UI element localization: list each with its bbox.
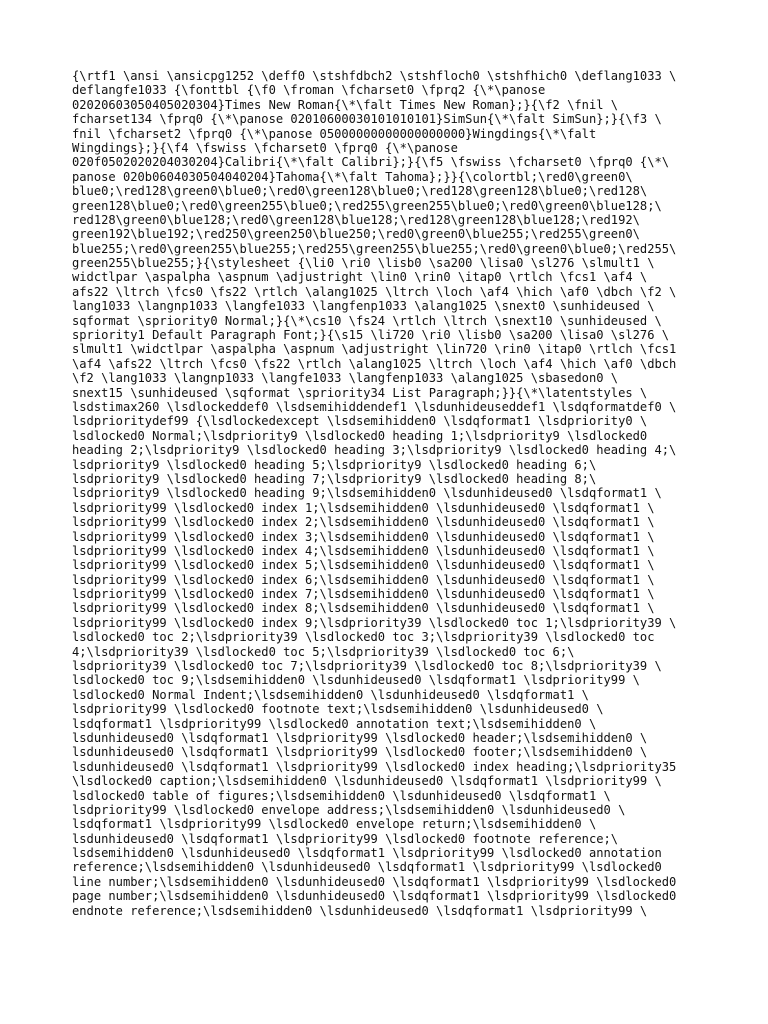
text-line: lsdpriority39 \lsdlocked0 toc 7;\lsdpriority39 \lsdlocked0 toc 8;\lsdpriority39 \ bbox=[72, 659, 662, 674]
text-line: lsdqformat1 \lsdpriority99 \lsdlocked0 annotation text;\lsdsemihidden0 \ bbox=[72, 716, 597, 731]
text-line: lsdpriority99 \lsdlocked0 envelope address;\lsdsemihidden0 \lsdunhideused0 \ bbox=[72, 802, 626, 817]
text-line: lsdunhideused0 \lsdqformat1 \lsdpriority99 \lsdlocked0 header;\lsdsemihidden0 \ bbox=[72, 730, 648, 745]
text-line: page number;\lsdsemihidden0 \lsdunhideused0 \lsdqformat1 \lsdpriority99 \lsdlocked0 bbox=[72, 889, 677, 904]
text-line: blue255;\red0\green255\blue255;\red255\green255\blue255;\red0\green0\blue0;\red255\ bbox=[72, 241, 677, 256]
text-line: lsdpriority99 \lsdlocked0 footnote text;\lsdsemihidden0 \lsdunhideused0 \ bbox=[72, 702, 604, 717]
text-line: lsdlocked0 Normal Indent;\lsdsemihidden0 \lsdunhideused0 \lsdqformat1 \ bbox=[72, 687, 589, 702]
text-line: 020f0502020204030204}Calibri{\*\falt Calibri};}{\f5 \fswiss \fcharset0 \fprq0 {\*\ bbox=[72, 155, 670, 170]
text-line: lsdlocked0 toc 2;\lsdpriority39 \lsdlocked0 toc 3;\lsdpriority39 \lsdlocked0 toc bbox=[72, 630, 655, 645]
text-line: {\rtf1 \ansi \ansicpg1252 \deff0 \stshfdbch2 \stshfloch0 \stshfhich0 \deflang1033 \ bbox=[72, 69, 677, 83]
text-line: lsdpriority99 \lsdlocked0 index 7;\lsdsemihidden0 \lsdunhideused0 \lsdqformat1 \ bbox=[72, 587, 655, 602]
rtf-source-text bbox=[72, 69, 712, 918]
text-line: widctlpar \aspalpha \aspnum \adjustright \lin0 \rin0 \itap0 \rtlch \fcs1 \af4 \ bbox=[72, 270, 648, 285]
text-line: lsdpriority99 \lsdlocked0 index 3;\lsdsemihidden0 \lsdunhideused0 \lsdqformat1 \ bbox=[72, 529, 655, 544]
text-line: lsdunhideused0 \lsdqformat1 \lsdpriority99 \lsdlocked0 footnote reference;\ bbox=[72, 831, 619, 846]
text-line: lsdunhideused0 \lsdqformat1 \lsdpriority99 \lsdlocked0 footer;\lsdsemihidden0 \ bbox=[72, 745, 648, 760]
text-line: lsdpriority99 \lsdlocked0 index 4;\lsdsemihidden0 \lsdunhideused0 \lsdqformat1 \ bbox=[72, 543, 655, 558]
text-line: reference;\lsdsemihidden0 \lsdunhideused0 \lsdqformat1 \lsdpriority99 \lsdlocked0 bbox=[72, 860, 662, 875]
text-line: \f2 \lang1033 \langnp1033 \langfe1033 \langfenp1033 \alang1025 \sbasedon0 \ bbox=[72, 371, 619, 386]
text-line: lsdprioritydef99 {\lsdlockedexcept \lsdsemihidden0 \lsdqformat1 \lsdpriority0 \ bbox=[72, 414, 648, 429]
text-line: lsdpriority99 \lsdlocked0 index 9;\lsdpriority39 \lsdlocked0 toc 1;\lsdpriority39 \ bbox=[72, 615, 677, 630]
text-line: lsdpriority9 \lsdlocked0 heading 9;\lsdsemihidden0 \lsdunhideused0 \lsdqformat1 \ bbox=[72, 486, 662, 501]
text-line: blue0;\red128\green0\blue0;\red0\green128\blue0;\red128\green128\blue0;\red128\ bbox=[72, 184, 648, 199]
text-line: lsdpriority99 \lsdlocked0 index 8;\lsdsemihidden0 \lsdunhideused0 \lsdqformat1 \ bbox=[72, 601, 655, 616]
text-line: \af4 \afs22 \ltrch \fcs0 \fs22 \rtlch \alang1025 \ltrch \loch \af4 \hich \af0 \dbch bbox=[72, 356, 677, 371]
text-line: 02020603050405020304}Times New Roman{\*\falt Times New Roman};}{\f2 \fnil \ bbox=[72, 97, 619, 112]
text-line: 4;\lsdpriority39 \lsdlocked0 toc 5;\lsdpriority39 \lsdlocked0 toc 6;\ bbox=[72, 644, 575, 659]
text-line: lsdpriority9 \lsdlocked0 heading 7;\lsdpriority9 \lsdlocked0 heading 8;\ bbox=[72, 471, 597, 486]
text-line: lsdpriority99 \lsdlocked0 index 1;\lsdsemihidden0 \lsdunhideused0 \lsdqformat1 \ bbox=[72, 500, 655, 515]
text-line: green255\blue255;}{\stylesheet {\li0 \ri0 \lisb0 \sa200 \lisa0 \sl276 \slmult1 \ bbox=[72, 256, 655, 271]
text-line: \lsdlocked0 caption;\lsdsemihidden0 \lsdunhideused0 \lsdqformat1 \lsdpriority99 \ bbox=[72, 774, 662, 789]
text-line: lsdunhideused0 \lsdqformat1 \lsdpriority99 \lsdlocked0 index heading;\lsdpriority35 bbox=[72, 759, 677, 774]
text-line: lsdlocked0 Normal;\lsdpriority9 \lsdlocked0 heading 1;\lsdpriority9 \lsdlocked0 bbox=[72, 428, 648, 443]
text-line: lsdqformat1 \lsdpriority99 \lsdlocked0 envelope return;\lsdsemihidden0 \ bbox=[72, 817, 597, 832]
text-line: afs22 \ltrch \fcs0 \fs22 \rtlch \alang1025 \ltrch \loch \af4 \hich \af0 \dbch \f2 \ bbox=[72, 284, 677, 299]
text-line: lsdlocked0 table of figures;\lsdsemihidden0 \lsdunhideused0 \lsdqformat1 \ bbox=[72, 788, 611, 803]
text-line: lsdpriority99 \lsdlocked0 index 2;\lsdsemihidden0 \lsdunhideused0 \lsdqformat1 \ bbox=[72, 515, 655, 530]
text-line: lsdpriority99 \lsdlocked0 index 5;\lsdsemihidden0 \lsdunhideused0 \lsdqformat1 \ bbox=[72, 558, 655, 573]
text-line: lsdsemihidden0 \lsdunhideused0 \lsdqformat1 \lsdpriority99 \lsdlocked0 annotation bbox=[72, 846, 662, 861]
text-line: endnote reference;\lsdsemihidden0 \lsdunhideused0 \lsdqformat1 \lsdpriority99 \ bbox=[72, 903, 648, 918]
text-line: panose 020b0604030504040204}Tahoma{\*\falt Tahoma};}}{\colortbl;\red0\green0\ bbox=[72, 169, 633, 184]
text-line: green128\blue0;\red0\green255\blue0;\red255\green255\blue0;\red0\green0\blue128;\ bbox=[72, 198, 662, 213]
text-line: slmult1 \widctlpar \aspalpha \aspnum \adjustright \lin720 \rin0 \itap0 \rtlch \fcs1 bbox=[72, 342, 677, 357]
text-line: red128\green0\blue128;\red0\green128\blue128;\red128\green128\blue128;\red192\ bbox=[72, 212, 640, 227]
text-line: snext15 \sunhideused \sqformat \spriority34 List Paragraph;}}{\*\latentstyles \ bbox=[72, 385, 648, 400]
text-line: deflangfe1033 {\fonttbl {\f0 \froman \fcharset0 \fprq2 {\*\panose bbox=[72, 83, 546, 98]
text-line: fcharset134 \fprq0 {\*\panose 02010600030101010101}SimSun{\*\falt SimSun};}{\f3 \ bbox=[72, 112, 662, 127]
text-line: Wingdings};}{\f4 \fswiss \fcharset0 \fprq0 {\*\panose bbox=[72, 140, 458, 155]
text-line: line number;\lsdsemihidden0 \lsdunhideused0 \lsdqformat1 \lsdpriority99 \lsdlocked0 bbox=[72, 874, 677, 889]
text-line: sqformat \spriority0 Normal;}{\*\cs10 \fs24 \rtlch \ltrch \snext10 \sunhideused \ bbox=[72, 313, 662, 328]
text-line: lsdpriority99 \lsdlocked0 index 6;\lsdsemihidden0 \lsdunhideused0 \lsdqformat1 \ bbox=[72, 572, 655, 587]
text-line: lsdpriority9 \lsdlocked0 heading 5;\lsdpriority9 \lsdlocked0 heading 6;\ bbox=[72, 457, 597, 472]
text-line: green192\blue192;\red250\green250\blue250;\red0\green0\blue255;\red255\green0\ bbox=[72, 227, 640, 242]
text-line: lsdlocked0 toc 9;\lsdsemihidden0 \lsdunhideused0 \lsdqformat1 \lsdpriority99 \ bbox=[72, 673, 640, 688]
text-line: lang1033 \langnp1033 \langfe1033 \langfenp1033 \alang1025 \snext0 \sunhideused \ bbox=[72, 299, 655, 314]
text-line: fnil \fcharset2 \fprq0 {\*\panose 05000000000000000000}Wingdings{\*\falt bbox=[72, 126, 597, 141]
text-line: lsdstimax260 \lsdlockeddef0 \lsdsemihiddendef1 \lsdunhideuseddef1 \lsdqformatdef0 \ bbox=[72, 399, 677, 414]
text-line: spriority1 Default Paragraph Font;}{\s15 \li720 \ri0 \lisb0 \sa200 \lisa0 \sl276 \ bbox=[72, 328, 670, 343]
text-line: heading 2;\lsdpriority9 \lsdlocked0 heading 3;\lsdpriority9 \lsdlocked0 heading 4;\ bbox=[72, 443, 677, 458]
